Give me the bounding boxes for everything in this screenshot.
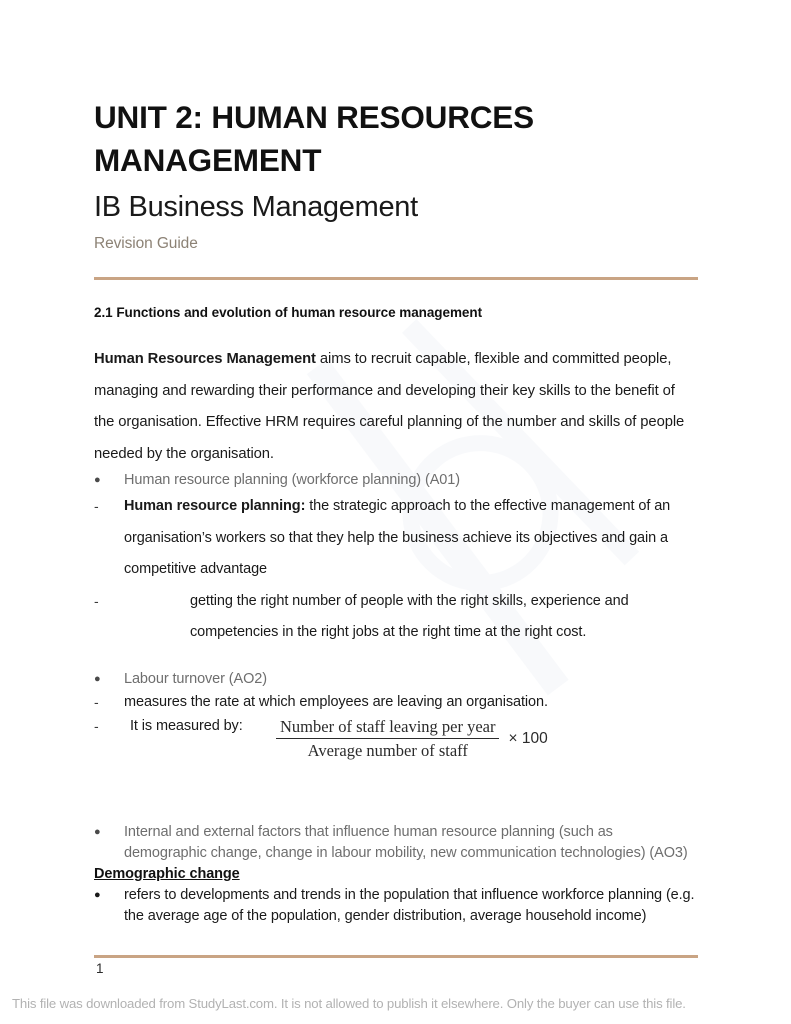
bullet-icon: ● [94,888,101,901]
intro-paragraph [94,344,698,470]
bullet-icon: ● [94,474,101,486]
list-item-lead: Human resource planning: [124,498,306,514]
list-item-label: the strategic approach to the effective management of an organisation’s workers so that they help the business achieve its objectives and gain a competitive advantage [124,498,671,577]
list-item [94,491,698,586]
list-item-label: measures the rate at which employees are leaving an organisation. [124,693,548,710]
intro-rest: aims to recruit capable, flexible and committed people, managing and rewarding their performance and developing their key skills to the benefit of the organisation. Effective HRM requires careful planning of the number and skills of people needed by the organisation. [94,351,685,462]
list-item-label: It is measured by: [130,717,243,734]
demographic-change-heading: Demographic change [94,865,240,882]
bullet-icon: ● [94,672,101,685]
fraction [276,716,499,761]
hr-planning-list [94,470,698,649]
page-title: UNIT 2: HUMAN RESOURCES MANAGEMENT [94,99,534,178]
list-item-label: Internal and external factors that influence human resource planning (such as demographic change, change in labour mobility, new communication technologies) (AO3) [124,823,688,861]
list-item [94,822,698,864]
list-item [94,470,698,491]
list-item [94,690,698,714]
fraction-denominator: Average number of staff [307,740,468,760]
dash-icon: - [94,717,99,734]
factors-list [94,822,698,864]
list-item-label: Human resource planning (workforce planning) (A01) [124,472,460,488]
dash-icon: - [94,498,99,514]
dash-icon: - [94,693,99,710]
demographic-list [94,885,698,927]
bullet-icon: ● [94,825,101,838]
page-tagline: Revision Guide [94,235,198,252]
list-item [94,586,698,649]
intro-lead: Human Resources Management [94,351,316,367]
dash-icon: - [94,592,99,609]
list-item-label: getting the right number of people with the right skills, experience and competencies in the right jobs at the right time at the right cost. [190,592,629,640]
list-item [94,669,698,690]
formula-multiplier: × 100 [508,730,548,748]
title-block [94,96,704,253]
footer-divider [94,955,698,958]
document-content [94,304,698,927]
list-item-label: Labour turnover (AO2) [124,670,267,687]
download-notice: This file was downloaded from StudyLast.com. It is not allowed to publish it elsewhere. Only the buyer can use this file. [12,996,686,1011]
section-heading: 2.1 Functions and evolution of human resource management [94,305,483,320]
header-divider [94,277,698,280]
labour-turnover-formula [276,716,548,761]
list-item [94,885,698,927]
page-number: 1 [96,961,104,976]
fraction-numerator: Number of staff leaving per year [280,716,496,736]
list-item-label: refers to developments and trends in the population that influence workforce planning (e.g. the average age of the population, gender distribution, average household income) [124,886,695,924]
page-subtitle: IB Business Management [94,191,418,223]
